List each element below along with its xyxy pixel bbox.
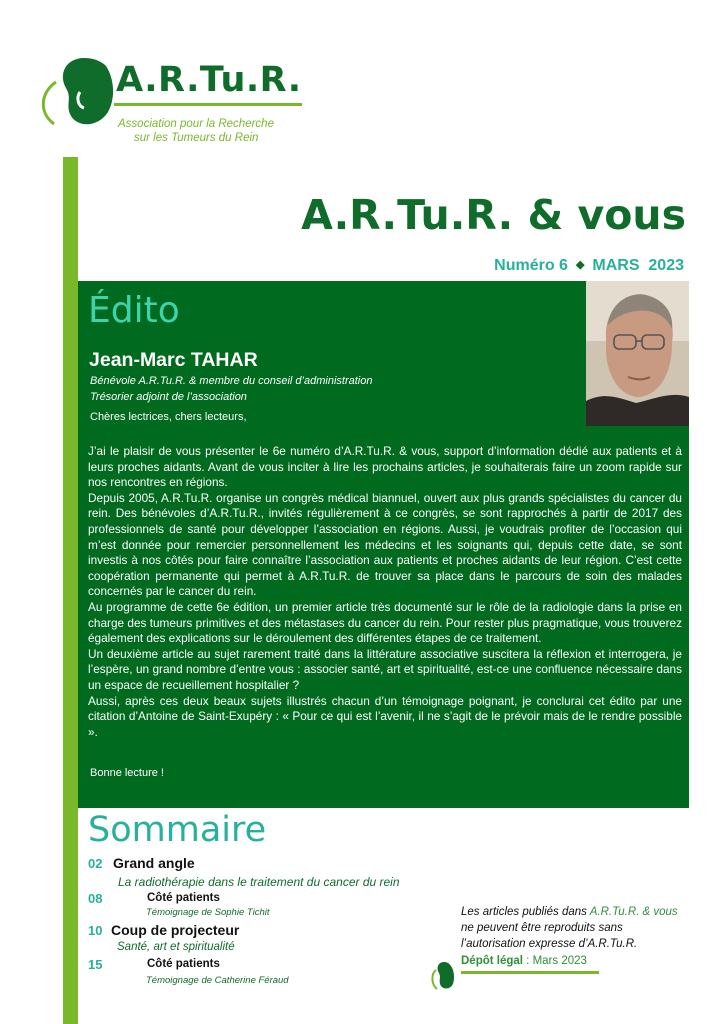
legal-deposit-underline bbox=[461, 971, 599, 974]
logo-subtitle-line1: Association pour la Recherche bbox=[118, 118, 274, 130]
edito-paragraph: Au programme de cette 6e édition, un premier article très documenté sur le rôle de la radiologie dans la prise en charge des tumeurs primitives et des métastases du cancer du rein. Pour rester plus pragmatique, vous trouverez également des explications sur le déroulement des différentes étapes de ce traitement. bbox=[88, 599, 682, 646]
legal-deposit-value: : Mars 2023 bbox=[522, 955, 587, 967]
author-role: Bénévole A.R.Tu.R. & membre du conseil d’administration bbox=[90, 375, 373, 387]
edito-body bbox=[88, 444, 682, 740]
toc-heading[interactable]: Coup de projecteur bbox=[111, 922, 240, 938]
edito-signoff: Bonne lecture ! bbox=[90, 767, 164, 779]
toc-heading[interactable]: Grand angle bbox=[113, 855, 195, 871]
vertical-accent-bar bbox=[63, 157, 78, 1024]
logo-wordmark: A.R.Tu.R. bbox=[116, 60, 302, 100]
sommaire-title: Sommaire bbox=[88, 810, 267, 850]
toc-page-number: 08 bbox=[88, 891, 103, 906]
author-photo bbox=[586, 281, 689, 426]
toc-heading[interactable]: Côté patients bbox=[147, 958, 220, 970]
toc-subheading: La radiothérapie dans le traitement du cancer du rein bbox=[118, 875, 400, 889]
toc-heading[interactable]: Côté patients bbox=[147, 892, 220, 904]
toc-page-number: 15 bbox=[88, 957, 103, 972]
toc-subheading: Santé, art et spiritualité bbox=[117, 941, 235, 953]
edito-paragraph: Depuis 2005, A.R.Tu.R. organise un congrès médical biannuel, ouvert aux plus grands spécialistes du cancer du rein. Des bénévoles d’A.R.Tu.R., invités régulièrement à ce congrès, se sont rapprochés à partir de 2017 des professionnels de santé pour développer l’association en régions. Aussi, je voudrais profiter de l’occasion qui m’est donnée pour remercier personnellement les médecins et les soignants qui, depuis cette date, se sont investis à nos côtés pour faire connaître l’association aux patients et proches aidants de leur région. C’est cette coopération permanente qui permet à A.R.Tu.R. de trouver sa place dans le parcours de soin des malades concernés par le cancer du rein. bbox=[88, 490, 682, 599]
edito-salutation: Chères lectrices, chers lecteurs, bbox=[90, 411, 247, 423]
toc-page-number: 02 bbox=[88, 856, 103, 871]
issue-info bbox=[494, 257, 684, 275]
notice-publication-name: A.R.Tu.R. & vous bbox=[589, 906, 678, 918]
copyright-notice-line2: ne peuvent être reproduits sans bbox=[461, 922, 623, 934]
edito-paragraph: Aussi, après ces deux beaux sujets illustrés chacun d’un témoignage poignant, je conclurai cet édito par une citation d’Antoine de Saint-Exupéry : « Pour ce qui est l’avenir, il ne s’agit de le prévoir mais de le rendre possible ». bbox=[88, 693, 682, 739]
legal-deposit-label: Dépôt légal bbox=[461, 955, 523, 967]
notice-prefix: Les articles publiés dans bbox=[461, 906, 590, 918]
edito-title: Édito bbox=[88, 290, 180, 331]
issue-date: MARS 2023 bbox=[592, 257, 684, 274]
issue-number: Numéro 6 bbox=[494, 257, 568, 274]
toc-subheading: Témoignage de Catherine Féraud bbox=[146, 975, 289, 986]
copyright-notice-line1 bbox=[461, 906, 678, 918]
newsletter-title: A.R.Tu.R. & vous bbox=[301, 191, 686, 239]
logo-subtitle-line2: sur les Tumeurs du Rein bbox=[134, 132, 259, 144]
author-name: Jean-Marc TAHAR bbox=[89, 349, 258, 371]
logo-underline bbox=[114, 103, 302, 106]
toc-subheading: Témoignage de Sophie Tichit bbox=[146, 907, 270, 918]
author-role-secondary: Trésorier adjoint de l’association bbox=[90, 391, 247, 403]
edito-paragraph: Un deuxième article au sujet rarement traité dans la littérature associative suscitera la réflexion et interrogera, je l’espère, un grand nombre d’entre vous : associer santé, art et spiritualité, est-ce une confluence nécessaire dans un espace de recueillement hospitalier ? bbox=[88, 646, 682, 692]
copyright-notice-line3: l’autorisation expresse d’A.R.Tu.R. bbox=[461, 938, 638, 950]
edito-paragraph: J’ai le plaisir de vous présenter le 6e numéro d’A.R.Tu.R. & vous, support d’information dédié aux patients et à leurs proches aidants. Avant de vous inciter à lire les prochains articles, je souhaiterais faire un zoom rapide sur nos rencontres en régions. bbox=[88, 444, 682, 490]
artur-small-logo-icon bbox=[430, 960, 456, 992]
diamond-separator-icon: ◆ bbox=[575, 259, 585, 271]
artur-logo-icon bbox=[36, 52, 126, 132]
legal-deposit bbox=[461, 955, 587, 967]
toc-page-number: 10 bbox=[88, 923, 103, 938]
